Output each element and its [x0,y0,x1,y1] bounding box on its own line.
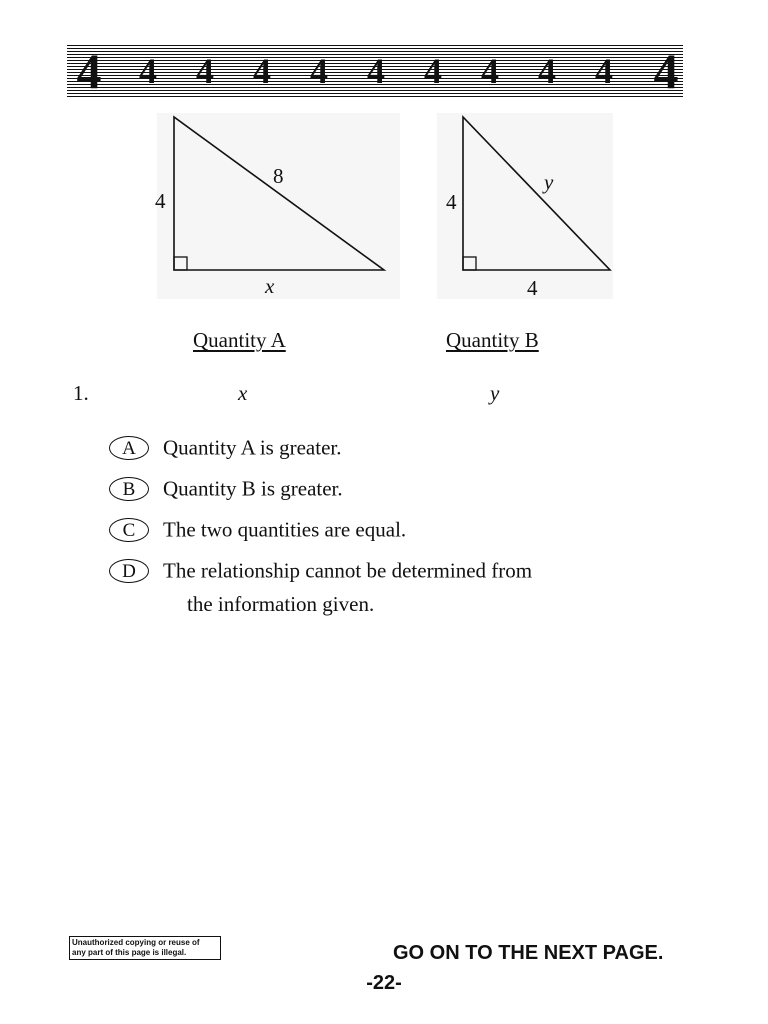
triangle-b-hypotenuse-label: y [544,170,554,194]
triangle-a [174,117,384,270]
page-number: -22- [366,972,402,994]
section-number: 4 [653,43,679,99]
quantity-a-value: x [238,381,248,405]
triangle-a-left-label: 4 [155,189,166,213]
choice-a-text: Quantity A is greater. [163,435,342,460]
triangle-b-bottom-label: 4 [527,276,538,300]
section-number: 4 [310,51,328,91]
choice-d-text: The relationship cannot be determined from [163,558,533,583]
choice-d-bubble[interactable]: D [109,559,149,583]
copyright-notice-line: Unauthorized copying or reuse of [72,938,200,947]
triangle-b [463,117,610,270]
triangle-figures [0,0,768,320]
choice-c[interactable] [109,516,406,543]
choice-a[interactable] [109,434,341,461]
choice-c-bubble[interactable]: C [109,518,149,542]
triangle-a-hypotenuse-label: 8 [273,164,284,188]
choice-a-bubble[interactable]: A [109,436,149,460]
choice-d-text-continuation: the information given. [187,592,375,616]
copyright-notice [69,936,221,960]
section-number: 4 [253,51,271,91]
section-number: 4 [367,51,385,91]
choice-b-bubble[interactable]: B [109,477,149,501]
choice-c-text: The two quantities are equal. [163,517,407,542]
triangle-b-left-label: 4 [446,190,457,214]
quantity-b-value: y [490,381,500,405]
section-number: 4 [196,51,214,91]
section-number: 4 [139,51,157,91]
section-number: 4 [424,51,442,91]
section-number: 4 [538,51,556,91]
go-on-instruction: GO ON TO THE NEXT PAGE. [393,942,664,964]
choice-b[interactable] [109,475,343,502]
choice-b-text: Quantity B is greater. [163,476,343,501]
copyright-notice-line: any part of this page is illegal. [72,948,187,957]
section-number: 4 [76,43,102,99]
quantity-a-header: Quantity A [193,328,286,352]
quantity-b-header: Quantity B [446,328,539,352]
question-number: 1. [73,381,89,405]
choice-d[interactable] [109,557,532,584]
section-number: 4 [481,51,499,91]
triangle-a-bottom-label: x [265,274,275,298]
section-number: 4 [595,51,613,91]
